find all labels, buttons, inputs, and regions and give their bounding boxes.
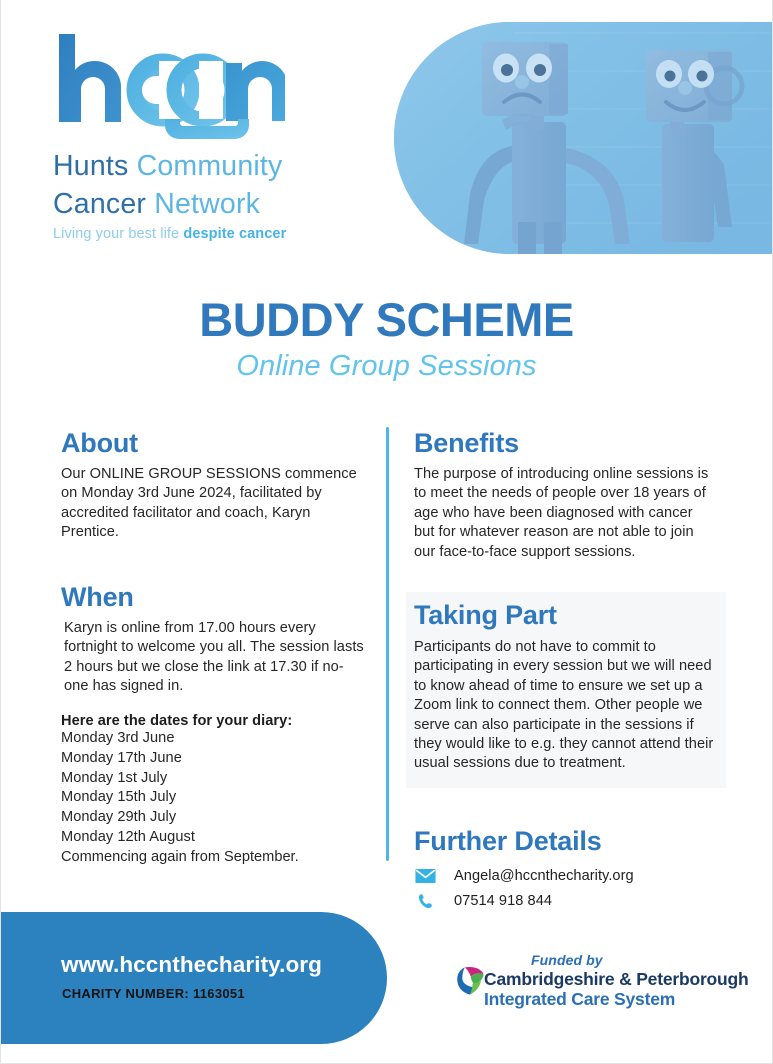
dates-footer: Commencing again from September.: [61, 848, 299, 865]
logo-tagline: [53, 226, 353, 242]
column-divider: [386, 427, 389, 861]
two-robots-icon: [394, 22, 773, 254]
section-when: [61, 582, 366, 697]
list-item: Monday 12th August: [61, 828, 195, 845]
section-dates: [61, 713, 366, 867]
contact-phone-row[interactable]: [414, 892, 717, 910]
funder-name-line2: Integrated Care System: [484, 989, 676, 1009]
hccn-logo-name: [53, 148, 353, 223]
dates-list: [61, 729, 366, 848]
logo-name-community: Community: [136, 150, 283, 182]
email-address[interactable]: Angela@hccnthecharity.org: [454, 868, 634, 884]
list-item: Monday 1st July: [61, 769, 168, 786]
contact-email-row[interactable]: [414, 867, 717, 885]
phone-number[interactable]: 07514 918 844: [454, 893, 553, 909]
footer-banner: [0, 912, 387, 1044]
section-benefits: [414, 428, 717, 562]
funder-name-line1: Cambridgeshire & Peterborough: [484, 969, 749, 989]
list-item: Monday 17th June: [61, 749, 182, 766]
logo-name-network: Network: [154, 187, 261, 220]
further-details-heading: Further Details: [414, 826, 602, 856]
hccn-logo: [53, 30, 353, 242]
benefits-body: The purpose of introducing online sessions is to meet the needs of people over 18 years of age who have been diagnosed with cancer but for whatever reason are not able to join our face-to-face support sessions.: [414, 466, 709, 560]
logo-name-cancer: Cancer: [53, 187, 155, 220]
section-further-details: [414, 826, 717, 917]
when-heading: When: [61, 582, 134, 612]
when-body: Karyn is online from 17.00 hours every fortnight to welcome you all. The session lasts 2 hours but we close the link at 17.30 if no-one has signed in.: [64, 620, 364, 695]
cambridgeshire-peterborough-ics-logo-icon: [453, 964, 487, 998]
logo-tagline-bold: despite cancer: [183, 226, 287, 243]
funder-logo: [453, 952, 749, 1014]
page-subtitle: Online Group Sessions: [236, 350, 537, 382]
section-about: [61, 428, 366, 543]
envelope-icon: [414, 867, 436, 885]
logo-name-hunts: Hunts: [53, 150, 137, 182]
taking-part-heading: Taking Part: [414, 600, 557, 630]
hccn-wordmark-icon: [53, 30, 285, 142]
funded-by-label: Funded by: [531, 952, 603, 968]
envelope-glyph: [415, 868, 436, 884]
page-title: BUDDY SCHEME: [199, 293, 574, 346]
hero-robots-image: [394, 22, 773, 254]
list-item: Monday 3rd June: [61, 730, 175, 746]
list-item: Monday 29th July: [61, 809, 177, 826]
dates-lead: Here are the dates for your diary:: [61, 713, 293, 729]
taking-part-body: Participants do not have to commit to participating in every session but we will need to know ahead of time to ensure we set up a Zoom link to connect them. Other people we serve can also participate in the sessions if they would like to e.g. they cannot attend their usual sessions due to treatment.: [414, 639, 714, 772]
phone-glyph: [417, 893, 434, 910]
benefits-heading: Benefits: [414, 428, 519, 458]
website-url[interactable]: www.hccnthecharity.org: [61, 952, 322, 977]
phone-icon: [414, 892, 436, 910]
section-taking-part: [406, 592, 726, 788]
about-body: Our ONLINE GROUP SESSIONS commence on Monday 3rd June 2024, facilitated by accredited facilitator and coach, Karyn Prentice.: [61, 466, 357, 541]
charity-number: CHARITY NUMBER: 1163051: [62, 986, 245, 1001]
logo-tagline-plain: Living your best life: [53, 226, 184, 243]
list-item: Monday 15th July: [61, 789, 177, 806]
about-heading: About: [61, 428, 138, 458]
